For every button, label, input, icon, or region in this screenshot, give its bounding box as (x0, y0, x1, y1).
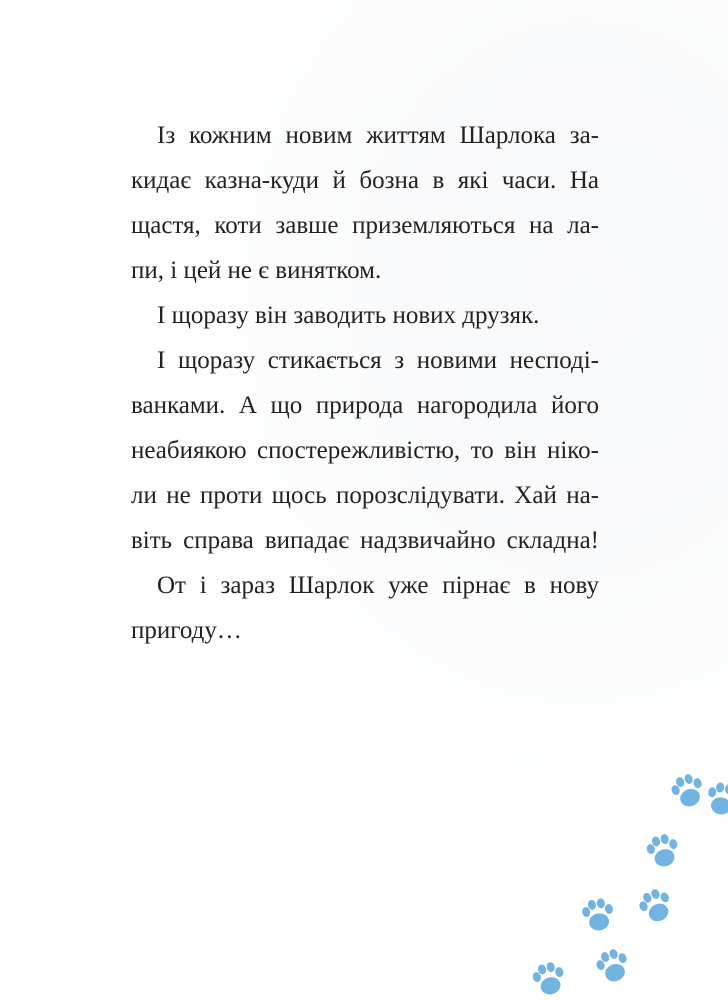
paw-print-icon (668, 771, 708, 811)
text-line: І щоразу стикається з новими несподі- (157, 347, 599, 374)
paw-print-icon (644, 831, 682, 869)
paw-print-icon (530, 959, 568, 997)
text-line: От і зараз Шарлок уже пірнає в нову (157, 572, 599, 599)
text-line: кидає казна-куди й бозна в які часи. На (131, 167, 599, 194)
text-line: Із кожним новим життям Шарлока за- (157, 122, 599, 149)
text-line: щастя, коти завше приземляються на ла- (131, 212, 599, 239)
paw-print-icon (635, 885, 676, 927)
text-line: пи, і цей не є винятком. (131, 257, 382, 284)
paw-print-icon (580, 896, 616, 932)
text-line: неабиякою спостережливістю, то він ніко- (131, 437, 599, 464)
paw-print-icon (593, 946, 633, 986)
text-line: ванками. А що природа нагородила його (131, 392, 599, 419)
paw-print-icon (705, 781, 728, 817)
text-line: пригоду… (131, 617, 242, 644)
text-line: ли не проти щось порозслідувати. Хай на- (131, 482, 599, 509)
story-text (131, 113, 599, 653)
text-line: віть справа випадає надзвичайно складна! (131, 527, 599, 554)
text-line: І щоразу він заводить нових друзяк. (157, 302, 540, 329)
